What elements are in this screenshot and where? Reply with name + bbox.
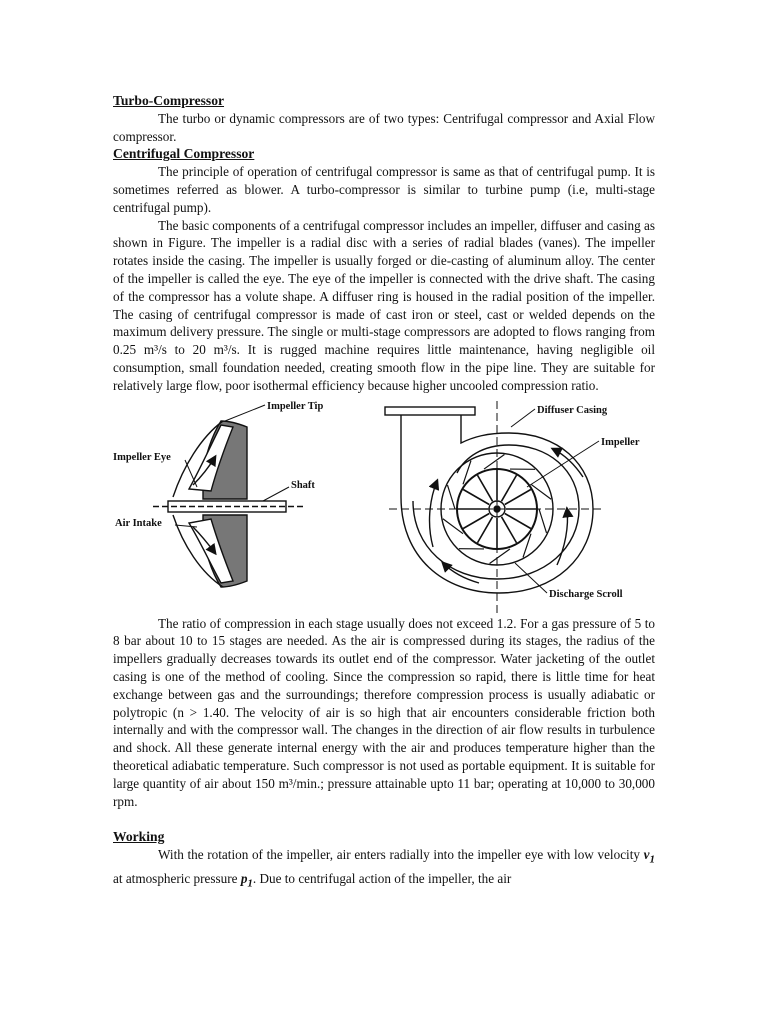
working-text-1: With the rotation of the impeller, air enters radially into the impeller eye with low velocity [158, 847, 644, 863]
label-air-intake: Air Intake [115, 517, 162, 529]
diffuser-vane [484, 454, 504, 469]
label-shaft: Shaft [291, 479, 315, 491]
impeller-blade [505, 513, 531, 528]
symbol-v1-sub: 1 [649, 853, 655, 866]
paragraph-centrifugal-components: The basic components of a centrifugal compressor includes an impeller, diffuser and casing as shown in Figure. The impeller is a radial disc with a series of radial blades (vanes). The impeller rotates inside the casing. The impeller is usually forged or die-casting of aluminum alloy. The center of the impeller is called the eye. The eye of the impeller is connected with the drive shaft. The casing of the compressor has a volute shape. A diffuser ring is housed in the radial position of the impeller. The casing of centrifugal compressor is made of cast iron or steel, cast or welded depends on the maximum delivery pressure. The single or multi-stage compressors are adopted to flows ranging from 0.25 m³/s to 20 m³/s. It is rugged machine requires little maintenance, having negligible oil consumption, small foundation needed, creating smooth flow in the pipe line. They are suitable for relatively large flow, poor isothermal efficiency because higher uncooled compression ratio. [113, 217, 655, 393]
compressor-figure [113, 397, 655, 615]
impeller-section-diagram [153, 421, 303, 587]
working-text-3: . Due to centrifugal action of the impeller, the air [252, 870, 512, 886]
impeller-blade [505, 489, 531, 504]
diffuser-vane [447, 485, 455, 509]
compressor-diagram [113, 397, 655, 615]
symbol-p1-sub: 1 [247, 877, 253, 890]
label-impeller: Impeller [601, 436, 640, 448]
heading-working: Working [113, 829, 165, 845]
paragraph-working [113, 846, 655, 893]
paragraph-turbo-intro: The turbo or dynamic compressors are of two types: Centrifugal compressor and Axial Flow compressor. [113, 110, 655, 144]
impeller-blade [502, 516, 517, 542]
symbol-v1: v [643, 847, 650, 863]
impeller-blade [478, 516, 493, 542]
document-page [113, 92, 655, 893]
label-impeller-tip: Impeller Tip [267, 400, 324, 412]
paragraph-compression-ratio: The ratio of compression in each stage usually does not exceed 1.2. For a gas pressure of 5 to 8 bar about 10 to 15 stages are needed. As the air is compressed during its stages, the radius of the impellers gradually decreases towards its outlet end of the compressor. Water jacketing of the outlet casing is one of the method of cooling. Since the compression so rapid, there is little time for heat exchange between gas and the surroundings; therefore compression process is usually adiabatic or polytropic (n > 1.40. The velocity of air is so high that air encounters considerable friction both internally and with the compressor wall. The changes in the direction of air flow results in turbulence and shock. All these generate internal energy with the air and produces temperature higher than the theoretical adiabatic temperature. Such compressor is not used as portable equipment. It is suitable for large quantity of air about 150 m³/min.; pressure attainable upto 11 bar; operating at 10,000 to 30,000 rpm. [113, 615, 655, 809]
heading-turbo-compressor: Turbo-Compressor [113, 93, 225, 108]
diffuser-vane [539, 509, 547, 533]
paragraph-centrifugal-principle: The principle of operation of centrifugal compressor is same as that of centrifugal pump. It is sometimes referred as blower. A turbo-compressor is similar to turbine pump (i.e, multi-stage centrifugal pump). [113, 164, 655, 215]
impeller-blade [478, 475, 493, 501]
diffuser-vane [490, 548, 510, 563]
impeller-blade [463, 489, 489, 504]
impeller-blade [502, 475, 517, 501]
label-discharge-scroll: Discharge Scroll [549, 588, 623, 600]
symbol-p1: p [240, 870, 248, 886]
volute-casing-diagram [385, 401, 605, 613]
working-text-2: at atmospheric pressure [113, 870, 241, 886]
impeller-blade [463, 513, 489, 528]
heading-centrifugal-compressor: Centrifugal Compressor [113, 146, 255, 162]
label-diffuser-casing: Diffuser Casing [537, 404, 608, 416]
label-impeller-eye: Impeller Eye [113, 451, 171, 463]
